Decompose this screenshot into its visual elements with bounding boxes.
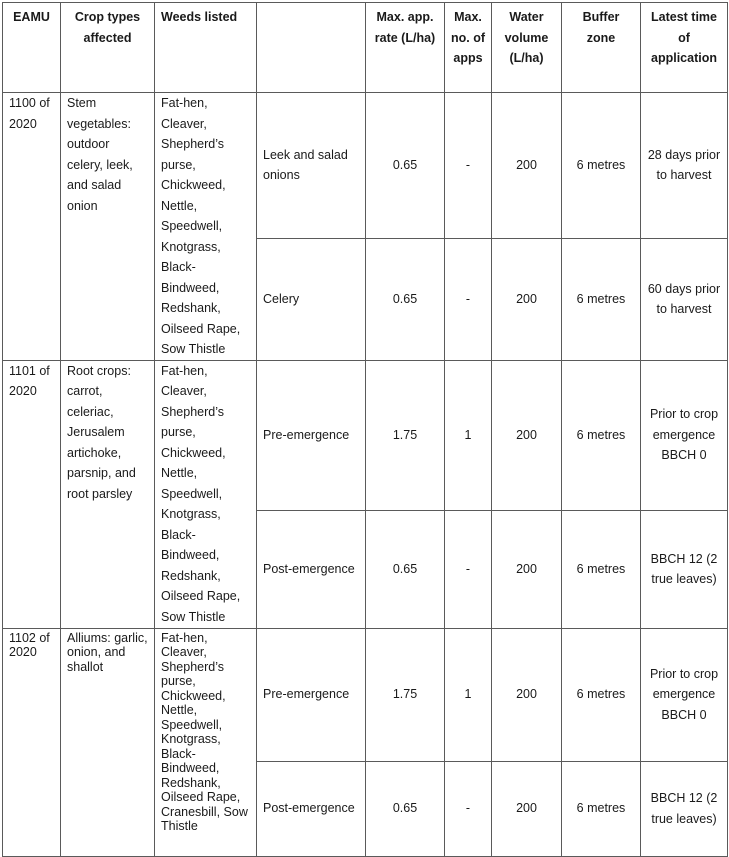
water-cell: 200: [492, 510, 562, 628]
stage-cell: Post-emergence: [257, 761, 366, 856]
water-cell: 200: [492, 628, 562, 761]
buffer-cell: 6 metres: [562, 238, 641, 360]
latest-cell: BBCH 12 (2 true leaves): [641, 510, 728, 628]
buffer-cell: 6 metres: [562, 93, 641, 239]
weeds-cell: Fat-hen, Cleaver, Shepherd’s purse, Chickweed, Nettle, Speedwell, Knotgrass, Black-Bindweed, Redshank, Oilseed Rape, Cranesbill, Sow Thistle: [155, 628, 257, 856]
header-weeds: Weeds listed: [155, 3, 257, 93]
stage-cell: Post-emergence: [257, 510, 366, 628]
crop-cell: Stem vegetables: outdoor celery, leek, and salad onion: [61, 93, 155, 361]
crop-cell: Root crops: carrot, celeriac, Jerusalem artichoke, parsnip, and root parsley: [61, 360, 155, 628]
stage-cell: Pre-emergence: [257, 628, 366, 761]
buffer-cell: 6 metres: [562, 761, 641, 856]
header-row: [3, 3, 728, 93]
eamu-table-wrapper: [2, 2, 728, 857]
header-max-apps: Max. no. of apps: [445, 3, 492, 93]
latest-cell: Prior to crop emergence BBCH 0: [641, 360, 728, 510]
rate-cell: 0.65: [366, 93, 445, 239]
apps-cell: -: [445, 510, 492, 628]
apps-cell: -: [445, 238, 492, 360]
eamu-cell: 1100 of 2020: [3, 93, 61, 361]
rate-cell: 1.75: [366, 360, 445, 510]
latest-cell: BBCH 12 (2 true leaves): [641, 761, 728, 856]
latest-cell: 60 days prior to harvest: [641, 238, 728, 360]
crop-cell: Alliums: garlic, onion, and shallot: [61, 628, 155, 856]
rate-cell: 0.65: [366, 238, 445, 360]
apps-cell: 1: [445, 360, 492, 510]
table-row: [3, 93, 728, 239]
stage-cell: Pre-emergence: [257, 360, 366, 510]
apps-cell: -: [445, 93, 492, 239]
eamu-table: [2, 2, 728, 857]
header-latest-time: Latest time of application: [641, 3, 728, 93]
water-cell: 200: [492, 761, 562, 856]
header-crop-types: Crop types affected: [61, 3, 155, 93]
table-row: [3, 628, 728, 761]
table-row: [3, 360, 728, 510]
water-cell: 200: [492, 360, 562, 510]
apps-cell: 1: [445, 628, 492, 761]
weeds-cell: Fat-hen, Cleaver, Shepherd’s purse, Chickweed, Nettle, Speedwell, Knotgrass, Black-Bindweed, Redshank, Oilseed Rape, Sow Thistle: [155, 360, 257, 628]
water-cell: 200: [492, 238, 562, 360]
stage-cell: Celery: [257, 238, 366, 360]
eamu-cell: 1102 of 2020: [3, 628, 61, 856]
buffer-cell: 6 metres: [562, 360, 641, 510]
weeds-cell: Fat-hen, Cleaver, Shepherd’s purse, Chickweed, Nettle, Speedwell, Knotgrass, Black-Bindweed, Redshank, Oilseed Rape, Sow Thistle: [155, 93, 257, 361]
latest-cell: Prior to crop emergence BBCH 0: [641, 628, 728, 761]
stage-cell: Leek and salad onions: [257, 93, 366, 239]
header-max-rate: Max. app. rate (L/ha): [366, 3, 445, 93]
apps-cell: -: [445, 761, 492, 856]
buffer-cell: 6 metres: [562, 628, 641, 761]
header-water-volume: Water volume (L/ha): [492, 3, 562, 93]
rate-cell: 1.75: [366, 628, 445, 761]
header-eamu: EAMU: [3, 3, 61, 93]
water-cell: 200: [492, 93, 562, 239]
latest-cell: 28 days prior to harvest: [641, 93, 728, 239]
rate-cell: 0.65: [366, 761, 445, 856]
header-stage: [257, 3, 366, 93]
buffer-cell: 6 metres: [562, 510, 641, 628]
rate-cell: 0.65: [366, 510, 445, 628]
header-buffer-zone: Buffer zone: [562, 3, 641, 93]
eamu-cell: 1101 of 2020: [3, 360, 61, 628]
